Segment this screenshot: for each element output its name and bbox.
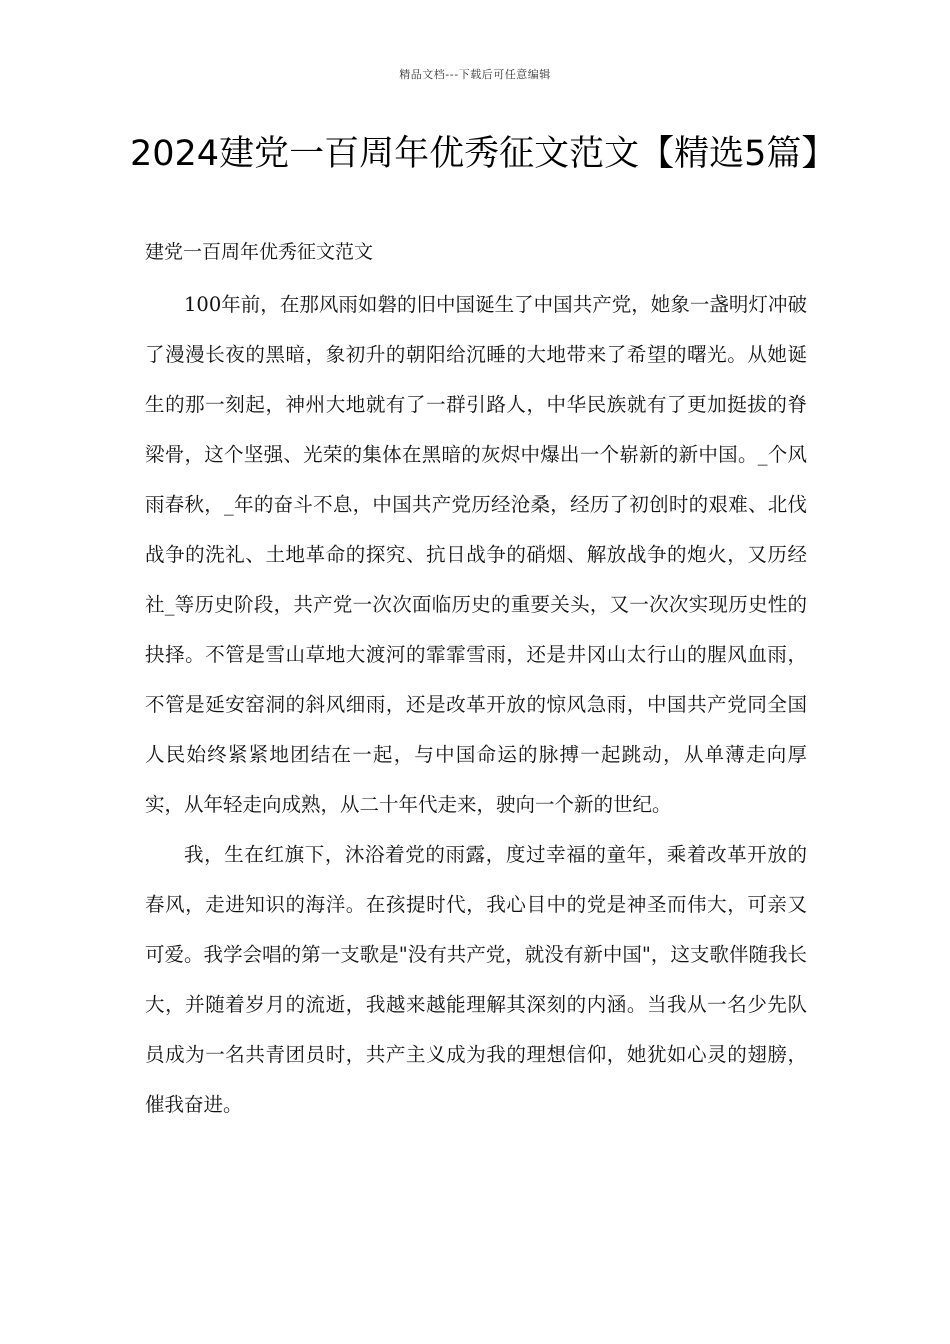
document-subtitle: 建党一百周年优秀征文范文 xyxy=(145,241,374,263)
page-header-note: 精品文档---下载后可任意编辑 xyxy=(399,68,551,81)
body-paragraph: 我，生在红旗下，沐浴着党的雨露，度过幸福的童年，乘着改革开放的春风，走进知识的海洋。在孩提时代，我心目中的党是神圣而伟大，可亲又可爱。我学会唱的第一支歌是"没有共产党，就没有新中国"，这支歌伴随我长大，并随着岁月的流逝，我越来越能理解其深刻的内涵。当我从一名少先队员成为一名共青团员时，共产主义成为我的理想信仰，她犹如心灵的翅膀，催我奋进。 xyxy=(145,843,807,1116)
document-body xyxy=(145,280,807,1130)
document-title: 2024建党一百周年优秀征文范文【精选5篇】 xyxy=(130,134,837,174)
body-paragraph: 100年前，在那风雨如磐的旧中国诞生了中国共产党，她象一盏明灯冲破了漫漫长夜的黑暗，象初升的朝阳给沉睡的大地带来了希望的曙光。从她诞生的那一刻起，神州大地就有了一群引路人，中华民族就有了更加挺拔的脊梁骨，这个坚强、光荣的集体在黑暗的灰烬中爆出一个崭新的新中国。_个风雨春秋，_年的奋斗不息，中国共产党历经沧桑，经历了初创时的艰难、北伐战争的洗礼、土地革命的探究、抗日战争的硝烟、解放战争的炮火，又历经社_等历史阶段，共产党一次次面临历史的重要关头，又一次次实现历史性的抉择。不管是雪山草地大渡河的霏霏雪雨，还是井冈山太行山的腥风血雨，不管是延安窑洞的斜风细雨，还是改革开放的惊风急雨，中国共产党同全国人民始终紧紧地团结在一起，与中国命运的脉搏一起跳动，从单薄走向厚实，从年轻走向成熟，从二十年代走来，驶向一个新的世纪。 xyxy=(145,293,807,816)
